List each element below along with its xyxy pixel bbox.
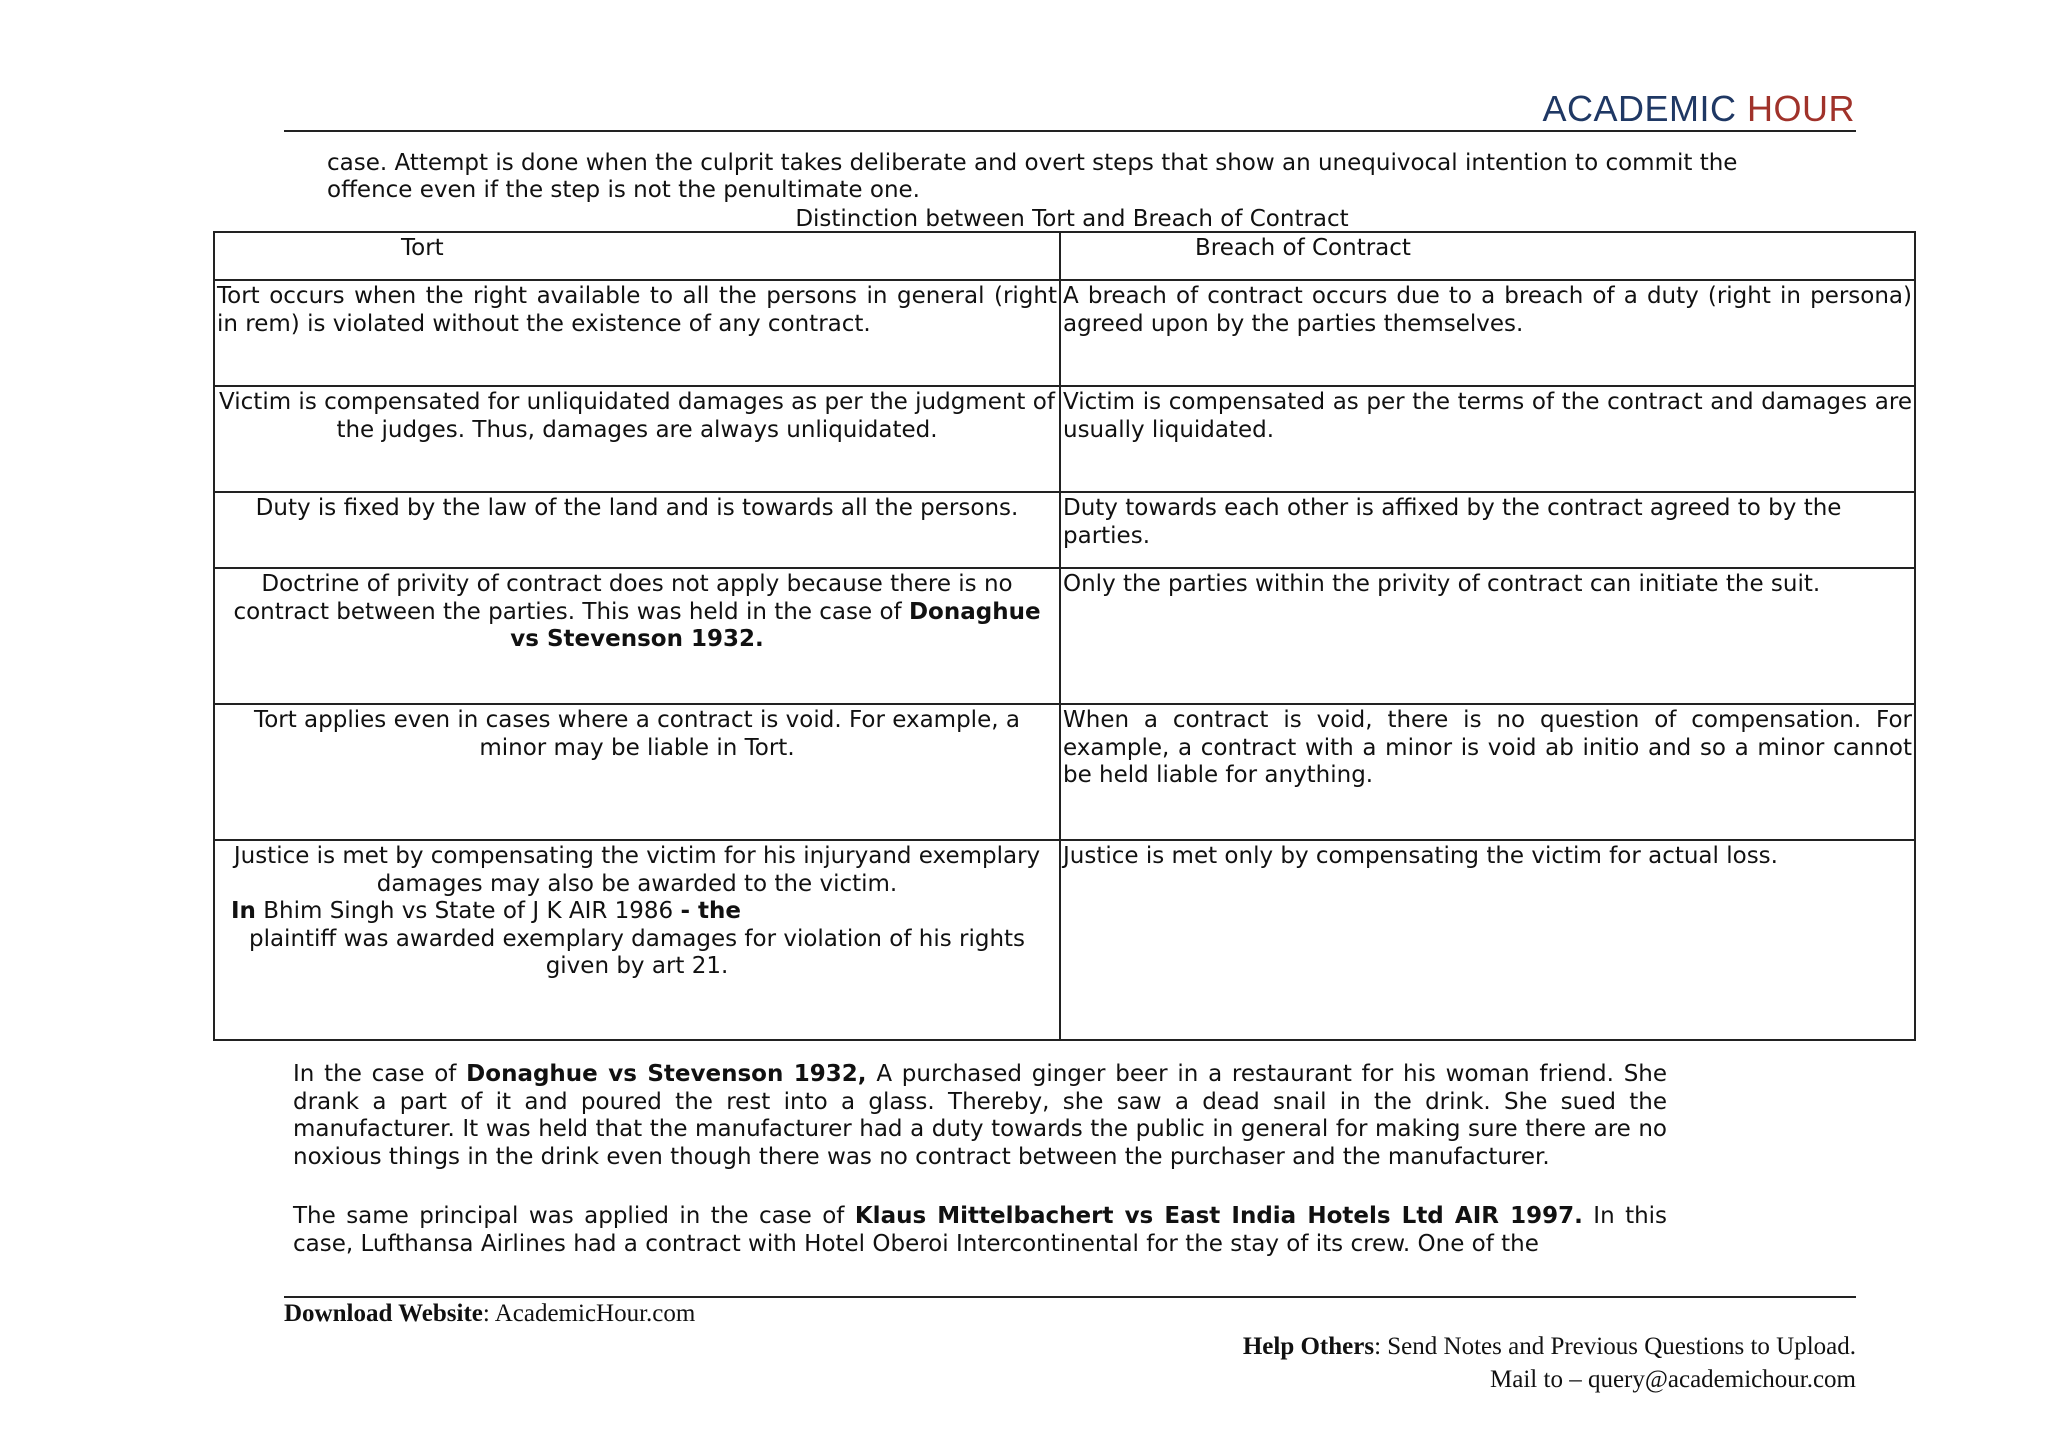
intro-paragraph: case. Attempt is done when the culprit takes deliberate and overt steps that show an unequivocal intention to commit the offence even if the step is not the penultimate one. (327, 150, 1738, 203)
brand-part-hour: HOUR (1747, 88, 1855, 129)
tort-cell-text: Justice is met by compensating the victim for his injuryand exemplary damages may also be awarded to the victim. (233, 843, 1041, 897)
case-name: Klaus Mittelbachert vs East India Hotels Ltd AIR 1997. (854, 1203, 1583, 1229)
paragraph-text: A purchased ginger beer in a restaurant for his woman friend. She drank a part of it and poured the rest into a glass. Thereby, she saw a dead snail in the drink. She sued the manufacturer. It was held that the manufacturer had a duty towards the public in general for making sure there are no noxious things in the drink even though there was no contract between the purchaser and the manufacturer. (293, 1061, 1668, 1170)
header-tort: Tort (214, 232, 1060, 280)
tort-cell-text: Doctrine of privity of contract does not apply because there is no contract between the parties. This was held in the case of (233, 571, 1013, 625)
tort-cell: Tort occurs when the right available to all the persons in general (right in rem) is violated without the existence of any contract. (214, 280, 1060, 386)
case-name: Donaghue vs Stevenson 1932, (466, 1061, 867, 1087)
table-row (214, 492, 1915, 568)
tort-cell: Victim is compensated for unliquidated damages as per the judgment of the judges. Thus, damages are always unliquidated. (214, 386, 1060, 492)
tort-cell: Tort applies even in cases where a contract is void. For example, a minor may be liable in Tort. (214, 704, 1060, 840)
help-label: Help Others (1242, 1333, 1375, 1360)
table-caption-text: Distinction between Tort and Breach of Contract (795, 206, 1349, 232)
contract-cell: Only the parties within the privity of contract can initiate the suit. (1060, 568, 1915, 704)
case-in: In (231, 898, 256, 924)
case-name: Bhim Singh vs State of J K AIR 1986 (263, 898, 674, 924)
table-row (214, 568, 1915, 704)
table-row (214, 386, 1915, 492)
table-caption (0, 206, 2048, 232)
case-the: - the (680, 898, 742, 924)
case-description: plaintiff was awarded exemplary damages for violation of his rights given by art 21. (248, 925, 1026, 979)
contract-cell: Justice is met only by compensating the victim for actual loss. (1060, 840, 1915, 1040)
brand-part-academic: ACADEMIC (1542, 88, 1737, 129)
tort-cell: Duty is fixed by the law of the land and is towards all the persons. (214, 492, 1060, 568)
brand-logo (1542, 88, 1855, 130)
table-row (214, 840, 1915, 1040)
table-row (214, 704, 1915, 840)
table-row (214, 280, 1915, 386)
download-website-link[interactable]: : AcademicHour.com (482, 1300, 696, 1327)
tort-cell (214, 568, 1060, 704)
header-breach-of-contract: Breach of Contract (1060, 232, 1915, 280)
contract-cell: Victim is compensated as per the terms of the contract and damages are usually liquidated. (1060, 386, 1915, 492)
tort-cell (214, 840, 1060, 1040)
paragraph-klaus (293, 1203, 1667, 1258)
paragraph-text: In the case of (293, 1061, 457, 1087)
footer-download (284, 1300, 695, 1328)
case-name: Donaghue vs Stevenson 1932. (510, 598, 1041, 652)
contract-cell: When a contract is void, there is no question of compensation. For example, a contract with a minor is void ab initio and so a minor cannot be held liable for anything. (1060, 704, 1915, 840)
paragraph-text: The same principal was applied in the case of (293, 1203, 845, 1229)
header-divider (284, 130, 1856, 132)
download-label: Download Website (284, 1300, 483, 1327)
paragraph-donaghue (293, 1061, 1667, 1171)
case-reference (217, 898, 1057, 926)
comparison-table (213, 231, 1916, 1041)
contract-cell: A breach of contract occurs due to a breach of a duty (right in persona) agreed upon by the parties themselves. (1060, 280, 1915, 386)
table-header-row (214, 232, 1915, 280)
paragraph-text: In this case, Lufthansa Airlines had a contract with Hotel Oberoi Intercontinental for the stay of its crew. One of the (293, 1203, 1668, 1257)
footer-divider (284, 1296, 1856, 1298)
help-text: : Send Notes and Previous Questions to Upload. (1374, 1333, 1856, 1360)
contract-cell: Duty towards each other is affixed by the contract agreed to by the parties. (1060, 492, 1915, 568)
footer-help (1243, 1333, 1856, 1361)
footer-mail[interactable]: Mail to – query@academichour.com (1490, 1366, 1856, 1393)
